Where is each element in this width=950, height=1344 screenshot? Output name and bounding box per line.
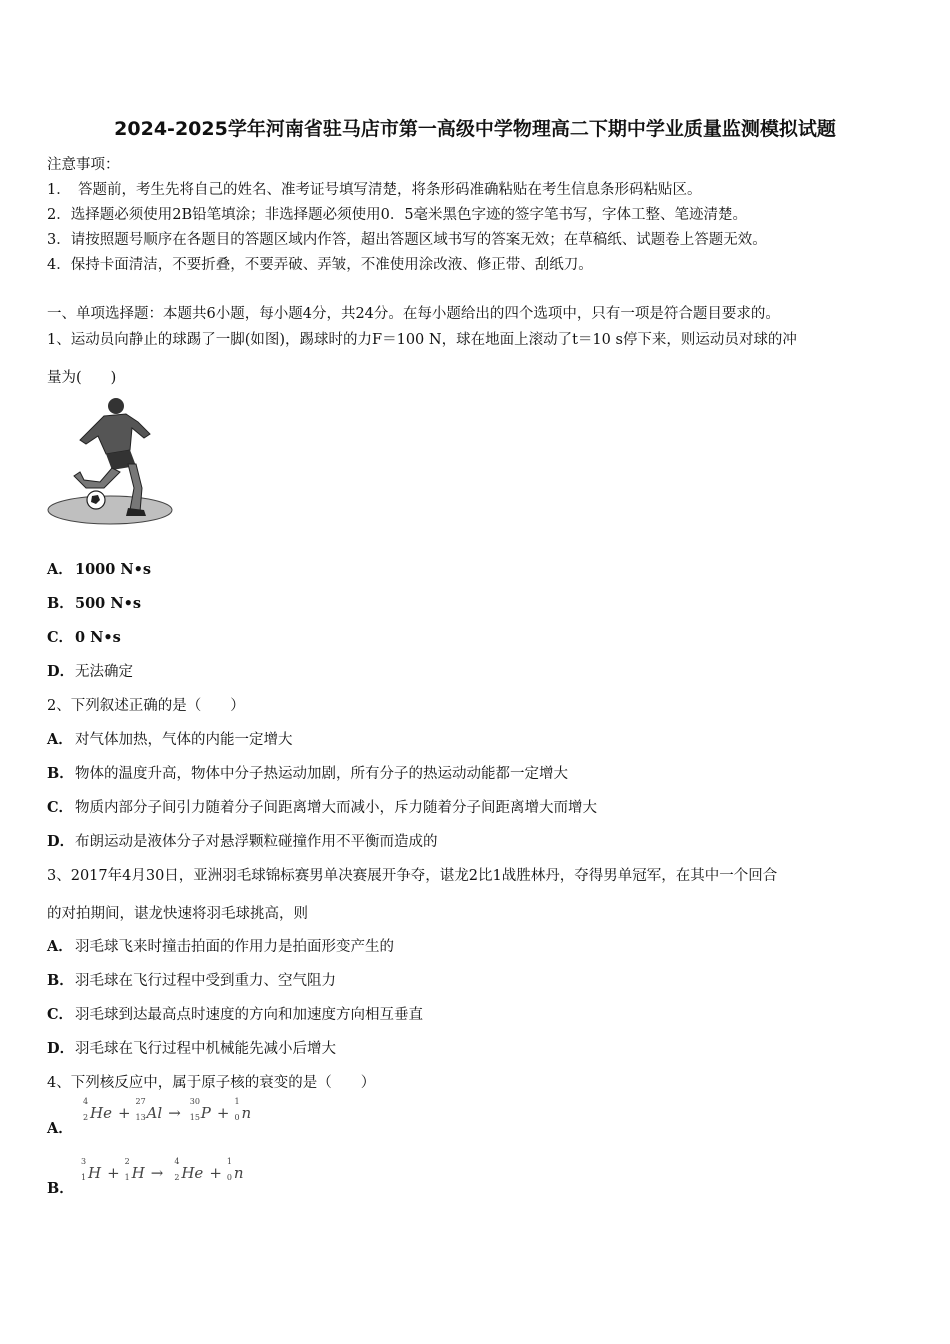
nuclide: 1 0 n [226, 1157, 244, 1182]
q2-option-d[interactable] [47, 830, 438, 851]
q2-option-c[interactable] [47, 796, 597, 817]
nuclide: 4 2 He [83, 1097, 112, 1122]
option-letter: B． [47, 1180, 74, 1197]
question-1-stem-cont: 量为( ) [47, 370, 117, 386]
option-text: 羽毛球到达最高点时速度的方向和加速度方向相互垂直 [75, 1007, 423, 1023]
notice-item: 4．保持卡面清洁，不要折叠，不要弄破、弄皱，不准使用涂改液、修正带、刮纸刀。 [47, 257, 593, 273]
q3-option-d[interactable] [47, 1037, 336, 1058]
option-text: 羽毛球飞来时撞击拍面的作用力是拍面形变产生的 [75, 939, 394, 955]
q4-option-a-formula: 4 2 He + 27 13 Al → 30 15 P + 1 0 n [83, 1097, 252, 1122]
option-text: 对气体加热，气体的内能一定增大 [75, 732, 293, 748]
option-text: 0 N•s [75, 629, 121, 646]
nuclide: 2 1 H [124, 1157, 145, 1182]
notice-item: 1． 答题前，考生先将自己的姓名、准考证号填写清楚，将条形码准确粘贴在考生信息条形码粘贴区。 [47, 182, 702, 198]
q2-option-a[interactable] [47, 728, 293, 749]
section-heading: 一、单项选择题：本题共6小题，每小题4分，共24分。在每小题给出的四个选项中，只有一项是符合题目要求的。 [47, 306, 780, 322]
option-letter: D． [47, 833, 75, 850]
question-3-stem: 3、2017年4月30日，亚洲羽毛球锦标赛男单决赛展开争夺，谌龙2比1战胜林丹，夺得男单冠军，在其中一个回合 [47, 868, 778, 884]
nuclide: 3 1 H [81, 1157, 102, 1182]
nuclide: 4 2 He [174, 1157, 204, 1182]
notice-item: 3．请按照题号顺序在各题目的答题区域内作答，超出答题区域书写的答案无效；在草稿纸、试题卷上答题无效。 [47, 232, 767, 248]
question-2-stem: 2、下列叙述正确的是（ ） [47, 698, 245, 714]
option-letter: A． [47, 1120, 73, 1137]
q1-option-c[interactable] [47, 626, 121, 647]
option-letter: C． [47, 629, 74, 646]
option-letter: D． [47, 1040, 75, 1057]
option-letter: B． [47, 972, 74, 989]
option-text: 1000 N•s [75, 561, 152, 578]
q2-option-b[interactable] [47, 762, 568, 783]
nuclide: 1 0 n [234, 1097, 252, 1122]
q4-option-a-letter[interactable] [47, 1117, 75, 1138]
q1-option-d[interactable] [47, 660, 133, 681]
notice-heading: 注意事项： [47, 157, 120, 173]
option-text: 羽毛球在飞行过程中机械能先减小后增大 [75, 1041, 336, 1057]
q3-option-b[interactable] [47, 969, 336, 990]
option-letter: C． [47, 799, 74, 816]
option-text: 无法确定 [75, 664, 133, 680]
q1-option-a[interactable] [47, 558, 151, 579]
option-text: 500 N•s [75, 595, 142, 612]
option-text: 物质内部分子间引力随着分子间距离增大而减小，斥力随着分子间距离增大而增大 [75, 800, 597, 816]
option-text: 物体的温度升高，物体中分子热运动加剧，所有分子的热运动动能都一定增大 [75, 766, 568, 782]
option-letter: C． [47, 1006, 74, 1023]
q4-option-b-formula: 3 1 H + 2 1 H → 4 2 He + 1 0 n [81, 1157, 244, 1182]
nuclide: 27 13 Al [135, 1097, 163, 1122]
option-letter: B． [47, 765, 74, 782]
q4-option-b-letter[interactable] [47, 1177, 75, 1198]
question-1-stem: 1、运动员向静止的球踢了一脚(如图)，踢球时的力F＝100 N，球在地面上滚动了t＝10 s停下来，则运动员对球的冲 [47, 332, 797, 348]
q1-option-b[interactable] [47, 592, 141, 613]
option-letter: A． [47, 938, 73, 955]
q3-option-c[interactable] [47, 1003, 423, 1024]
option-letter: A． [47, 731, 73, 748]
page-title: 2024-2025学年河南省驻马店市第一高级中学物理高二下期中学业质量监测模拟试题 [114, 118, 836, 140]
option-letter: A． [47, 561, 73, 578]
option-letter: B． [47, 595, 74, 612]
option-text: 羽毛球在飞行过程中受到重力、空气阻力 [75, 973, 336, 989]
notice-item: 2．选择题必须使用2B铅笔填涂；非选择题必须使用0．5毫米黑色字迹的签字笔书写，字体工整、笔迹清楚。 [47, 207, 748, 223]
question-4-stem: 4、下列核反应中，属于原子核的衰变的是（ ） [47, 1075, 376, 1091]
soccer-player-figure [46, 392, 174, 530]
nuclide: 30 15 P [189, 1097, 211, 1122]
option-letter: D． [47, 663, 75, 680]
question-3-stem-cont: 的对拍期间，谌龙快速将羽毛球挑高，则 [47, 906, 308, 922]
q3-option-a[interactable] [47, 935, 394, 956]
option-text: 布朗运动是液体分子对悬浮颗粒碰撞作用不平衡而造成的 [75, 834, 438, 850]
